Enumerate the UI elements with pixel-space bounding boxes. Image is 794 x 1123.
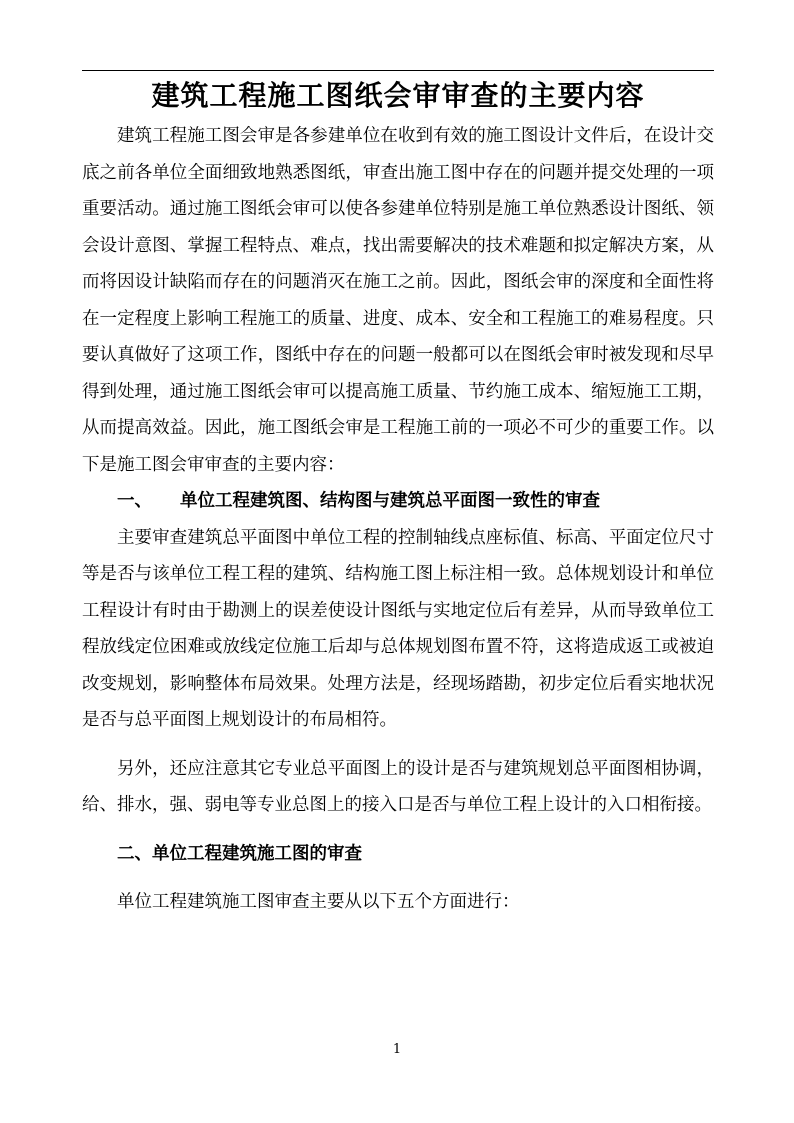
document-body bbox=[82, 118, 714, 921]
paragraph-spacer bbox=[82, 872, 714, 884]
intro-paragraph: 建筑工程施工图会审是各参建单位在收到有效的施工图设计文件后，在设计交底之前各单位全面细致地熟悉图纸，审查出施工图中存在的问题并提交处理的一项重要活动。通过施工图纸会审可以使各参建单位特别是施工单位熟悉设计图纸、领会设计意图、掌握工程特点、难点，找出需要解决的技术难题和拟定解决方案，从而将因设计缺陷而存在的问题消灭在施工之前。因此，图纸会审的深度和全面性将在一定程度上影响工程施工的质量、进度、成本、安全和工程施工的难易程度。只要认真做好了这项工作，图纸中存在的问题一般都可以在图纸会审时被发现和尽早得到处理，通过施工图纸会审可以提高施工质量、节约施工成本、缩短施工工期，从而提高效益。因此，施工图纸会审是工程施工前的一项必不可少的重要工作。以下是施工图会审审查的主要内容： bbox=[82, 126, 714, 475]
section-2-heading: 二、单位工程建筑施工图的审查 bbox=[117, 843, 362, 864]
section-2-paragraph-1: 单位工程建筑施工图审查主要从以下五个方面进行： bbox=[117, 892, 520, 912]
section-1-paragraph-2: 另外，还应注意其它专业总平面图上的设计是否与建筑规划总平面图相协调，给、排水，强、弱电等专业总图上的接入口是否与单位工程上设计的入口相衔接。 bbox=[82, 758, 714, 815]
paragraph-spacer bbox=[82, 739, 714, 751]
section-1-heading-text: 单位工程建筑图、结构图与建筑总平面图一致性的审查 bbox=[180, 491, 600, 511]
section-1-paragraph-1: 主要审查建筑总平面图中单位工程的控制轴线点座标值、标高、平面定位尺寸等是否与该单位工程工程的建筑、结构施工图上标注相一致。总体规划设计和单位工程设计有时由于勘测上的误差使设计图纸与实地定位后有差异，从而导致单位工程放线定位困难或放线定位施工后却与总体规划图布置不符，这将造成返工或被迫改变规划，影响整体布局效果。处理方法是，经现场踏勘，初步定位后看实地状况是否与总平面图上规划设计的布局相符。 bbox=[82, 527, 714, 730]
section-1-number: 一、 bbox=[117, 491, 152, 511]
header-rule bbox=[82, 70, 714, 71]
page-number: 1 bbox=[392, 1042, 402, 1057]
paragraph-spacer bbox=[82, 824, 714, 836]
section-1-heading bbox=[82, 483, 714, 520]
document-title: 建筑工程施工图纸会审审查的主要内容 bbox=[151, 79, 645, 112]
